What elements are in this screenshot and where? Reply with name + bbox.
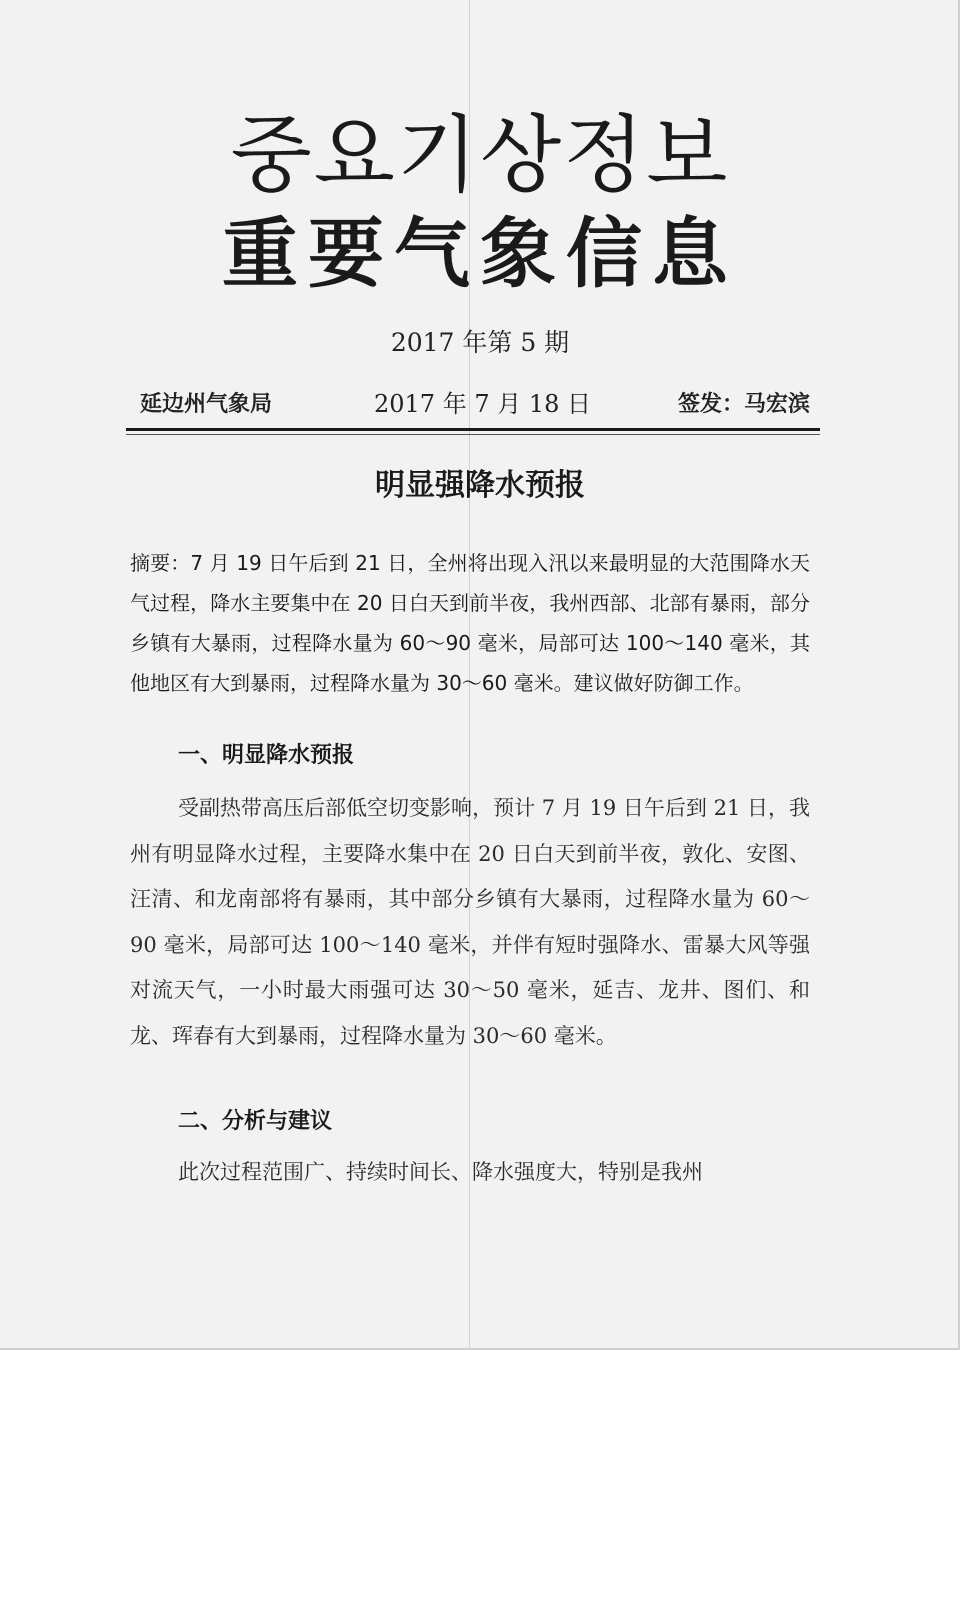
bulletin-title-chinese: 重要气象信息 <box>222 209 738 298</box>
issue-date: 2017 年 7 月 18 日 <box>374 390 592 418</box>
issue-number: 2017 年第 5 期 <box>390 328 570 357</box>
masthead-meta-row <box>128 387 818 421</box>
bulletin-title-korean: 중요기상정보 <box>230 106 730 204</box>
masthead-rule-thick <box>126 428 820 431</box>
section-body-analysis: 此次过程范围广、持续时间长、降水强度大，特别是我州 <box>178 1160 703 1184</box>
issuing-organization: 延边州气象局 <box>140 391 273 417</box>
document-title: 明显强降水预报 <box>375 468 585 503</box>
abstract-paragraph: 摘要：7 月 19 日午后到 21 日，全州将出现入汛以来最明显的大范围降水天气过程，降水主要集中在 20 日白天到前半夜，我州西部、北部有暴雨，部分乡镇有大暴雨，过程降水量为 60～90 毫米，局部可达 100～140 毫米，其他地区有大到暴雨，过程降水量为 30～60 毫米。建议做好防御工作。 <box>130 551 810 695</box>
section-heading-forecast: 一、明显降水预报 <box>178 743 355 768</box>
section-heading-analysis: 二、分析与建议 <box>178 1109 333 1134</box>
section-body-forecast: 受副热带高压后部低空切变影响，预计 7 月 19 日午后到 21 日，我州有明显降水过程，主要降水集中在 20 日白天到前半夜，敦化、安图、汪清、和龙南部将有暴雨，其中部分乡镇有大暴雨，过程降水量为 60～90 毫米，局部可达 100～140 毫米，并伴有短时强降水、雷暴大风等强对流天气，一小时最大雨强可达 30～50 毫米，延吉、龙井、图们、和龙、珲春有大到暴雨，过程降水量为 30～60 毫米。 <box>130 796 810 1048</box>
masthead-rule-thin <box>126 434 820 435</box>
signatory: 签发：马宏滨 <box>677 391 810 417</box>
